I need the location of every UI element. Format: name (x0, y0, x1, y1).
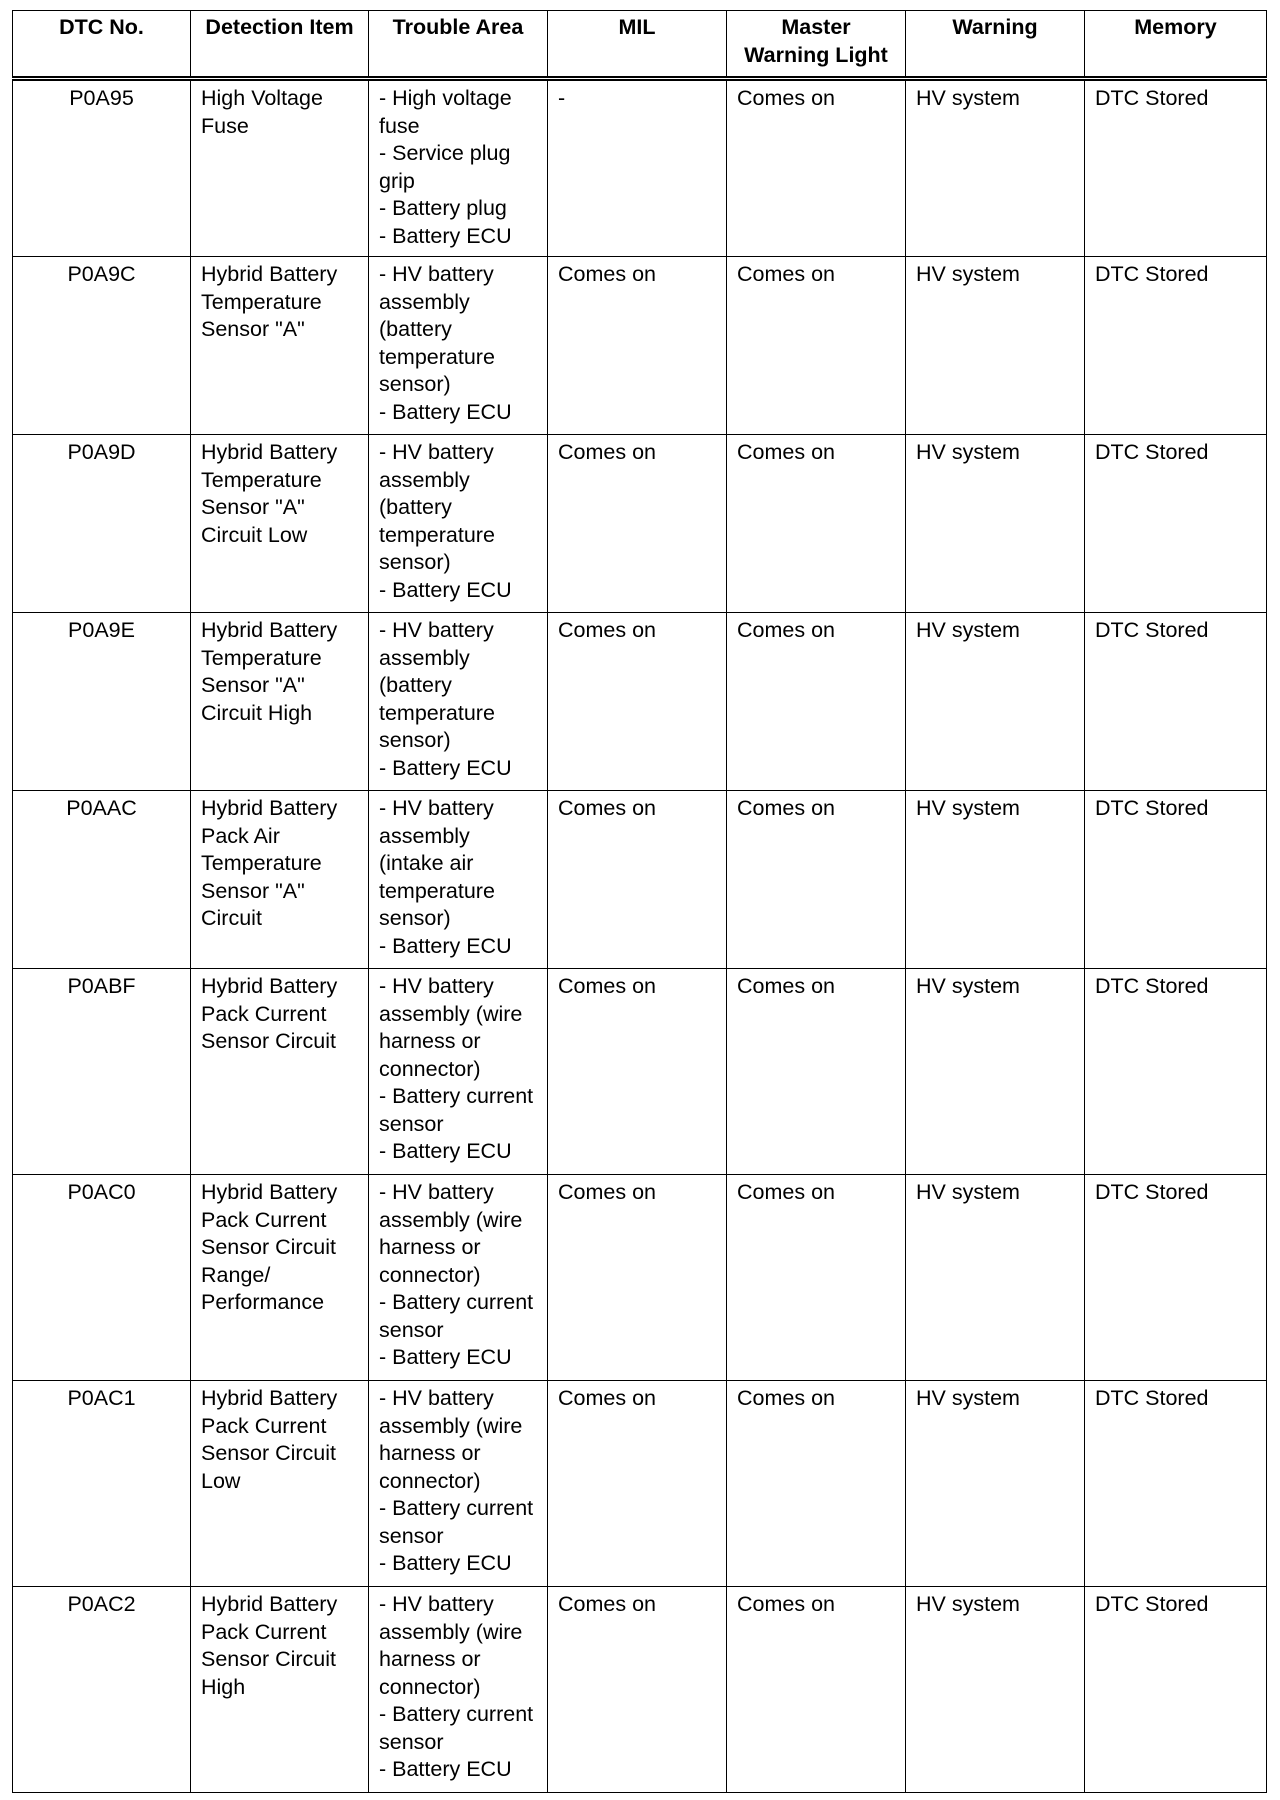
trouble-area-line: - Battery ECU (379, 399, 512, 424)
header-trouble-area: Trouble Area (369, 11, 548, 79)
trouble-area (369, 613, 548, 791)
trouble-area-line: - Battery ECU (379, 755, 512, 780)
master-warning-light-status: Comes on (727, 969, 906, 1175)
trouble-area (369, 1175, 548, 1381)
detection-item: Hybrid Battery Temperature Sensor "A" (191, 257, 369, 435)
warning-status: HV system (906, 1381, 1085, 1587)
warning-status: HV system (906, 1587, 1085, 1793)
mil-status: Comes on (548, 435, 727, 613)
dtc-code: P0AAC (13, 791, 191, 969)
trouble-area-line: - HV battery assembly (wire harness or connector) (379, 1386, 523, 1493)
memory-status: DTC Stored (1085, 1587, 1267, 1793)
trouble-area-line: - Service plug grip (379, 141, 511, 193)
memory-status: DTC Stored (1085, 969, 1267, 1175)
table-body (13, 79, 1267, 1793)
trouble-area-line: - Battery ECU (379, 1757, 512, 1781)
mil-status: - (548, 79, 727, 257)
header-warning: Warning (906, 11, 1085, 79)
detection-item: High Voltage Fuse (191, 79, 369, 257)
master-warning-light-status: Comes on (727, 791, 906, 969)
trouble-area (369, 969, 548, 1175)
table-row (13, 435, 1267, 613)
warning-status: HV system (906, 435, 1085, 613)
memory-status: DTC Stored (1085, 79, 1267, 257)
detection-item: Hybrid Battery Pack Current Sensor Circuit Range/ Performance (191, 1175, 369, 1381)
trouble-area-line: - HV battery assembly (battery temperature sensor) (379, 262, 495, 396)
trouble-area-line: - Battery ECU (379, 1139, 512, 1163)
header-dtc-no: DTC No. (13, 11, 191, 79)
dtc-code: P0AC0 (13, 1175, 191, 1381)
dtc-code: P0A9C (13, 257, 191, 435)
warning-status: HV system (906, 969, 1085, 1175)
trouble-area-line: - Battery current sensor (379, 1496, 534, 1548)
master-warning-light-status: Comes on (727, 1175, 906, 1381)
warning-status: HV system (906, 79, 1085, 257)
trouble-area-line: - Battery ECU (379, 223, 512, 248)
trouble-area (369, 79, 548, 257)
master-warning-light-status: Comes on (727, 257, 906, 435)
trouble-area (369, 435, 548, 613)
dtc-code: P0A9E (13, 613, 191, 791)
trouble-area-line: - HV battery assembly (wire harness or connector) (379, 1180, 523, 1287)
detection-item: Hybrid Battery Pack Current Sensor Circuit Low (191, 1381, 369, 1587)
mil-status: Comes on (548, 1175, 727, 1381)
master-warning-light-status: Comes on (727, 1381, 906, 1587)
table-row (13, 1175, 1267, 1381)
trouble-area-line: - Battery current sensor (379, 1702, 534, 1754)
master-warning-light-status: Comes on (727, 79, 906, 257)
trouble-area-line: - HV battery assembly (wire harness or connector) (379, 1592, 523, 1699)
trouble-area-line: - High voltage fuse (379, 86, 512, 138)
mil-status: Comes on (548, 1587, 727, 1793)
table-row (13, 969, 1267, 1175)
warning-status: HV system (906, 1175, 1085, 1381)
trouble-area-line: - Battery ECU (379, 1345, 512, 1369)
table-row (13, 791, 1267, 969)
table-row (13, 79, 1267, 257)
table-row (13, 1587, 1267, 1793)
master-warning-light-status: Comes on (727, 435, 906, 613)
dtc-table (12, 10, 1267, 1793)
warning-status: HV system (906, 791, 1085, 969)
table-row (13, 1381, 1267, 1587)
trouble-area-line: - Battery plug (379, 196, 507, 220)
trouble-area-line: - Battery current sensor (379, 1084, 534, 1136)
table-row (13, 613, 1267, 791)
table-row (13, 257, 1267, 435)
header-memory: Memory (1085, 11, 1267, 79)
dtc-code: P0ABF (13, 969, 191, 1175)
detection-item: Hybrid Battery Pack Air Temperature Sensor "A" Circuit (191, 791, 369, 969)
dtc-code: P0A9D (13, 435, 191, 613)
trouble-area (369, 791, 548, 969)
trouble-area-line: - HV battery assembly (intake air temperature sensor) (379, 796, 495, 930)
header-mil: MIL (548, 11, 727, 79)
dtc-code: P0A95 (13, 79, 191, 257)
memory-status: DTC Stored (1085, 1381, 1267, 1587)
trouble-area (369, 1381, 548, 1587)
detection-item: Hybrid Battery Pack Current Sensor Circuit (191, 969, 369, 1175)
trouble-area-line: - HV battery assembly (wire harness or connector) (379, 974, 523, 1081)
warning-status: HV system (906, 257, 1085, 435)
trouble-area-line: - Battery ECU (379, 933, 512, 958)
mil-status: Comes on (548, 1381, 727, 1587)
mil-status: Comes on (548, 613, 727, 791)
dtc-code: P0AC1 (13, 1381, 191, 1587)
detection-item: Hybrid Battery Pack Current Sensor Circuit High (191, 1587, 369, 1793)
master-warning-light-status: Comes on (727, 613, 906, 791)
mil-status: Comes on (548, 257, 727, 435)
detection-item: Hybrid Battery Temperature Sensor "A" Circuit Low (191, 435, 369, 613)
trouble-area-line: - Battery ECU (379, 1551, 512, 1575)
memory-status: DTC Stored (1085, 613, 1267, 791)
memory-status: DTC Stored (1085, 257, 1267, 435)
dtc-code: P0AC2 (13, 1587, 191, 1793)
trouble-area (369, 257, 548, 435)
header-detection-item: Detection Item (191, 11, 369, 79)
memory-status: DTC Stored (1085, 435, 1267, 613)
mil-status: Comes on (548, 969, 727, 1175)
header-row (13, 11, 1267, 79)
memory-status: DTC Stored (1085, 1175, 1267, 1381)
header-master-warning-light: Master Warning Light (727, 11, 906, 79)
memory-status: DTC Stored (1085, 791, 1267, 969)
trouble-area-line: - HV battery assembly (battery temperature sensor) (379, 618, 495, 752)
trouble-area (369, 1587, 548, 1793)
detection-item: Hybrid Battery Temperature Sensor "A" Circuit High (191, 613, 369, 791)
trouble-area-line: - HV battery assembly (battery temperature sensor) (379, 440, 495, 574)
warning-status: HV system (906, 613, 1085, 791)
master-warning-light-status: Comes on (727, 1587, 906, 1793)
mil-status: Comes on (548, 791, 727, 969)
trouble-area-line: - Battery current sensor (379, 1290, 534, 1342)
trouble-area-line: - Battery ECU (379, 577, 512, 602)
